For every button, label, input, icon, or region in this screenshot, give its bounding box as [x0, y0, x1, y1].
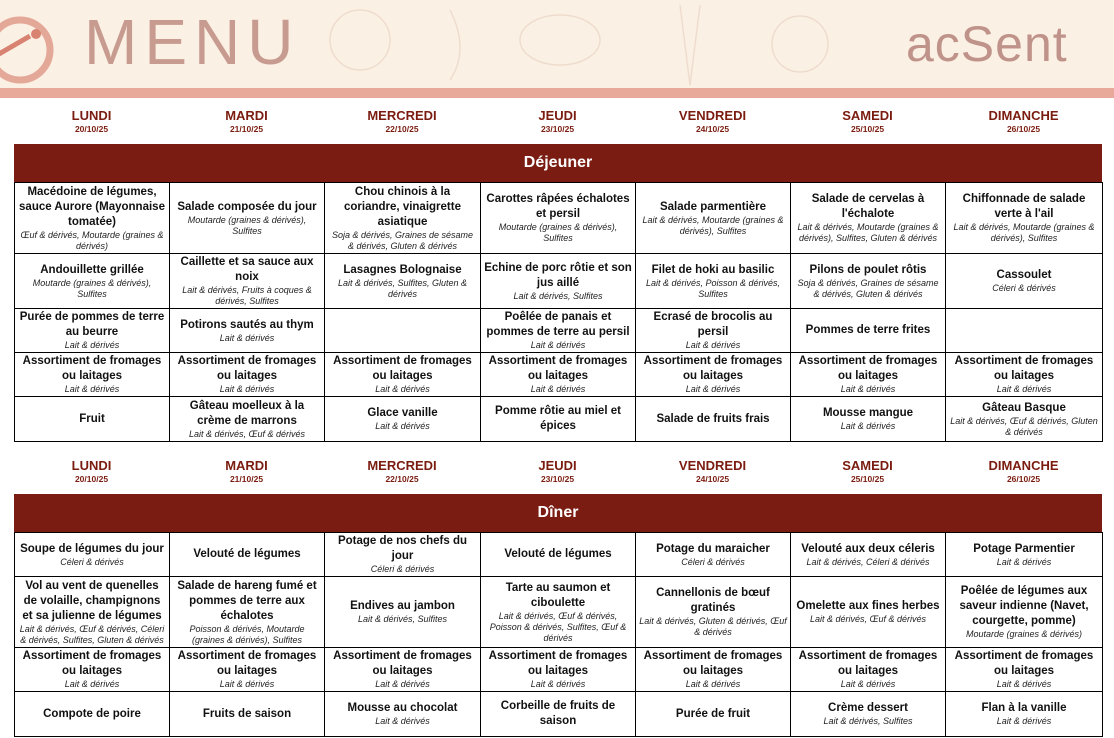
dish-name: Assortiment de fromages ou laitages: [333, 650, 472, 677]
dish-name: Assortiment de fromages ou laitages: [954, 650, 1094, 677]
day-name: MERCREDI: [367, 458, 437, 473]
menu-cell: [481, 254, 636, 309]
dish-name: Cannellonis de bœuf gratinés: [656, 587, 770, 614]
day-header: [324, 456, 480, 494]
allergens: Lait & dérivés: [685, 340, 741, 350]
menu-cell: [946, 577, 1103, 648]
dinner-day-headers: [14, 456, 1102, 494]
allergens: Moutarde (graines & dérivés): [965, 629, 1083, 639]
menu-cell: [170, 648, 325, 692]
dish-name: Tarte au saumon et ciboulette: [505, 581, 611, 609]
day-header: [169, 456, 324, 494]
table-row: [15, 183, 1103, 254]
menu-cell: [946, 183, 1103, 254]
dish-name: Poêlée de panais et pommes de terre au persil: [486, 311, 630, 338]
allergens: Lait & dérivés: [375, 384, 430, 394]
table-row: [15, 648, 1103, 692]
menu-cell: [791, 397, 946, 442]
dish-name: Assortiment de fromages ou laitages: [177, 650, 317, 677]
menu-cell: [636, 692, 791, 737]
day-header: [14, 456, 169, 494]
dish-name: Andouillette grillée: [40, 263, 144, 276]
allergens: Lait & dérivés: [219, 679, 275, 689]
allergens: Lait & dérivés: [996, 716, 1052, 726]
header-banner: [0, 0, 1114, 88]
allergens: Lait & dérivés: [840, 421, 896, 431]
table-row: [15, 353, 1103, 397]
dish-name: Filet de hoki au basilic: [651, 263, 775, 276]
allergens: Moutarde (graines & dérivés), Sulfites: [32, 277, 152, 299]
day-header: [14, 106, 169, 144]
menu-cell: [325, 353, 481, 397]
menu-cell: [636, 353, 791, 397]
menu-cell: [791, 254, 946, 309]
dinner-menu-table: [14, 532, 1103, 737]
allergens: Lait & dérivés: [685, 384, 741, 394]
dish-name: Poêlée de légumes aux saveur indienne (Navet, courgette, pomme): [959, 585, 1089, 627]
day-header: [790, 106, 945, 144]
allergens: Moutarde (graines & dérivés), Sulfites: [498, 222, 618, 243]
menu-cell: [325, 309, 481, 353]
allergens: Lait & dérivés: [375, 679, 430, 689]
menu-cell: [325, 533, 481, 577]
allergens: Lait & dérivés, Œuf & dérivés: [809, 614, 927, 624]
menu-cell: [481, 183, 636, 254]
dish-name: Chiffonnade de salade verte à l'ail: [962, 193, 1086, 220]
day-date: 23/10/25: [540, 124, 575, 134]
menu-cell: [325, 577, 481, 648]
menu-cell: [791, 533, 946, 577]
dish-name: Potage du maraicher: [656, 542, 770, 555]
day-header: [635, 456, 790, 494]
dish-name: Compote de poire: [43, 707, 141, 720]
menu-cell: [15, 397, 170, 442]
allergens: Céleri & dérivés: [681, 556, 745, 567]
dish-name: Mousse mangue: [822, 407, 914, 419]
dish-name: Assortiment de fromages ou laitages: [22, 355, 162, 382]
dish-name: Mousse au chocolat: [347, 702, 458, 714]
menu-cell: [481, 309, 636, 353]
dish-name: Chou chinois à la coriandre, vinaigrette asiatique: [344, 185, 461, 228]
allergens: Lait & dérivés, Moutarde (graines & dérivés), Sulfites: [953, 222, 1095, 243]
day-date: 26/10/25: [1006, 474, 1041, 484]
table-row: [15, 309, 1103, 353]
menu-cell: [791, 353, 946, 397]
day-name: JEUDI: [538, 458, 577, 473]
allergens: Moutarde (graines & dérivés), Sulfites: [187, 214, 307, 236]
dish-name: Fruit: [79, 412, 105, 425]
menu-cell: [15, 309, 170, 353]
menu-cell: [636, 183, 791, 254]
dish-name: Salade de hareng fumé et pommes de terre aux échalotes: [177, 579, 317, 622]
menu-cell: [946, 533, 1103, 577]
dish-name: Assortiment de fromages ou laitages: [798, 355, 938, 382]
dish-name: Salade parmentière: [659, 200, 767, 213]
dish-name: Macédoine de légumes, sauce Aurore (Mayonnaise tomatée): [19, 185, 165, 228]
day-date: 20/10/25: [74, 124, 109, 134]
menu-cell: [170, 353, 325, 397]
allergens: Soja & dérivés, Graines de sésame & dérivés, Gluten & dérivés: [331, 229, 474, 251]
allergens: Poisson & dérivés, Moutarde (graines & dérivés), Sulfites: [189, 623, 305, 645]
table-row: [15, 397, 1103, 442]
allergens: Lait & dérivés, Œuf & dérivés, Poisson & dérivés, Sulfites, Œuf & dérivés: [489, 610, 627, 643]
allergens: Lait & dérivés: [530, 384, 586, 394]
allergens: Œuf & dérivés, Moutarde (graines & dérivés): [20, 229, 164, 251]
allergens: Lait & dérivés: [996, 679, 1052, 689]
table-row: [15, 692, 1103, 737]
allergens: Soja & dérivés, Graines de sésame & dérivés, Gluten & dérivés: [797, 277, 939, 299]
day-header: [635, 106, 790, 144]
day-name: VENDREDI: [678, 108, 747, 123]
allergens: Lait & dérivés: [685, 679, 741, 689]
allergens: Lait & dérivés, Œuf & dérivés, Gluten & dérivés: [950, 415, 1098, 437]
menu-cell: [636, 309, 791, 353]
dish-name: Corbeille de fruits de saison: [500, 700, 616, 727]
dish-name: Assortiment de fromages ou laitages: [488, 355, 628, 382]
dish-name: Assortiment de fromages ou laitages: [954, 355, 1094, 382]
allergens: Céleri & dérivés: [60, 556, 124, 567]
dish-name: Salade de cervelas à l'échalote: [811, 193, 925, 220]
day-date: 24/10/25: [695, 474, 730, 484]
dish-name: Purée de pommes de terre au beurre: [19, 311, 165, 338]
lunch-section: [14, 106, 1102, 442]
menu-cell: [481, 648, 636, 692]
menu-cell: [15, 692, 170, 737]
dish-name: Assortiment de fromages ou laitages: [22, 650, 162, 677]
day-name: MARDI: [225, 458, 268, 473]
dish-name: Potage de nos chefs du jour: [337, 535, 468, 562]
dish-name: Carottes râpées échalotes et persil: [486, 193, 630, 220]
dish-name: Pilons de poulet rôtis: [809, 263, 927, 276]
day-name: SAMEDI: [842, 108, 893, 123]
dish-name: Fruits de saison: [202, 707, 292, 720]
allergens: Lait & dérivés, Poisson & dérivés, Sulfites: [645, 277, 781, 299]
menu-cell: [481, 577, 636, 648]
menu-cell: [170, 183, 325, 254]
menu-cell: [791, 309, 946, 353]
dish-name: Omelette aux fines herbes: [796, 600, 940, 612]
allergens: Lait & dérivés, Sulfites: [823, 716, 913, 726]
allergens: Lait & dérivés, Moutarde (graines & dérivés), Sulfites: [642, 214, 784, 236]
day-header: [169, 106, 324, 144]
allergens: Lait & dérivés: [375, 716, 430, 726]
allergens: Lait & dérivés, Œuf & dérivés: [188, 428, 306, 439]
allergens: Lait & dérivés: [64, 340, 120, 350]
menu-cell: [325, 648, 481, 692]
dish-name: Echine de porc rôtie et son jus aillé: [484, 261, 632, 289]
allergens: Céleri & dérivés: [992, 283, 1056, 293]
day-name: LUNDI: [71, 108, 112, 123]
lunch-day-headers: [14, 106, 1102, 144]
menu-cell: [791, 692, 946, 737]
dish-name: Glace vanille: [367, 407, 438, 419]
day-date: 20/10/25: [74, 474, 109, 484]
day-date: 25/10/25: [850, 124, 885, 134]
day-name: DIMANCHE: [988, 108, 1059, 123]
dish-name: Vol au vent de quenelles de volaille, champignons et sa julienne de légumes: [22, 579, 162, 622]
allergens: Lait & dérivés: [840, 679, 896, 689]
menu-cell: [15, 254, 170, 309]
lunch-meal-band: Déjeuner: [14, 144, 1102, 182]
dinner-section: [14, 456, 1102, 737]
allergens: Lait & dérivés: [996, 556, 1052, 567]
table-row: [15, 533, 1103, 577]
allergens: Céleri & dérivés: [370, 564, 435, 574]
menu-cell: [15, 533, 170, 577]
allergens: Lait & dérivés, Sulfites: [357, 614, 448, 624]
menu-cell: [15, 183, 170, 254]
allergens: Lait & dérivés, Œuf & dérivés, Céleri & dérivés, Sulfites, Gluten & dérivés: [19, 623, 165, 645]
menu-cell: [325, 183, 481, 254]
day-date: 21/10/25: [229, 474, 264, 484]
allergens: Lait & dérivés, Céleri & dérivés: [806, 556, 930, 567]
menu-cell: [481, 397, 636, 442]
dish-name: Gâteau Basque: [982, 401, 1066, 414]
day-date: 23/10/25: [540, 474, 575, 484]
day-header: [480, 456, 635, 494]
menu-cell: [170, 397, 325, 442]
menu-cell: [946, 309, 1103, 353]
dish-name: Gâteau moelleux à la crème de marrons: [189, 399, 305, 427]
allergens: Lait & dérivés: [530, 679, 586, 689]
menu-cell: [946, 692, 1103, 737]
menu-cell: [946, 353, 1103, 397]
dish-name: Soupe de légumes du jour: [20, 542, 164, 555]
menu-cell: [791, 183, 946, 254]
dish-name: Pomme rôtie au miel et épices: [495, 405, 621, 432]
dish-name: Potirons sautés au thym: [180, 318, 314, 331]
day-header: [480, 106, 635, 144]
dish-name: Assortiment de fromages ou laitages: [643, 355, 783, 382]
menu-cell: [15, 577, 170, 648]
day-date: 26/10/25: [1006, 124, 1041, 134]
allergens: Lait & dérivés: [219, 384, 275, 394]
allergens: Lait & dérivés: [375, 421, 430, 431]
menu-cell: [946, 254, 1103, 309]
menu-cell: [325, 397, 481, 442]
dish-name: Velouté de légumes: [504, 548, 612, 560]
allergens: Lait & dérivés: [219, 332, 275, 343]
header-stripe: [0, 88, 1114, 98]
dish-name: Flan à la vanille: [981, 702, 1067, 714]
day-name: MARDI: [225, 108, 268, 123]
day-header: [945, 106, 1102, 144]
day-date: 22/10/25: [385, 474, 419, 484]
menu-cell: [791, 577, 946, 648]
dish-name: Crème dessert: [828, 702, 908, 714]
menu-cell: [481, 692, 636, 737]
day-name: LUNDI: [71, 458, 112, 473]
day-header: [945, 456, 1102, 494]
menu-cell: [481, 533, 636, 577]
dish-name: Pommes de terre frites: [805, 324, 931, 336]
menu-cell: [481, 353, 636, 397]
day-date: 21/10/25: [229, 124, 264, 134]
day-header: [324, 106, 480, 144]
table-row: [15, 577, 1103, 648]
menu-cell: [791, 648, 946, 692]
dish-name: Assortiment de fromages ou laitages: [177, 355, 317, 382]
dish-name: Assortiment de fromages ou laitages: [488, 650, 628, 677]
logo-swirl-icon: [0, 6, 70, 86]
day-date: 22/10/25: [385, 124, 419, 134]
menu-cell: [15, 648, 170, 692]
menu-cell: [170, 533, 325, 577]
menu-cell: [325, 254, 481, 309]
menu-cell: [170, 577, 325, 648]
day-name: MERCREDI: [367, 108, 437, 123]
day-name: SAMEDI: [842, 458, 893, 473]
allergens: Lait & dérivés: [64, 679, 120, 689]
dish-name: Salade de fruits frais: [656, 412, 770, 425]
day-date: 24/10/25: [695, 124, 730, 134]
day-name: DIMANCHE: [988, 458, 1059, 473]
brand-logo: acSent: [906, 16, 1068, 72]
dish-name: Assortiment de fromages ou laitages: [333, 355, 472, 382]
food-illustration-icon: [300, 0, 900, 88]
day-name: VENDREDI: [678, 458, 747, 473]
allergens: Lait & dérivés, Sulfites: [513, 290, 603, 301]
allergens: Lait & dérivés, Sulfites, Gluten & dérivés: [337, 277, 468, 299]
dinner-meal-band: Dîner: [14, 494, 1102, 532]
page-title: MENU: [84, 6, 301, 78]
allergens: Lait & dérivés, Fruits à coques & dérivés, Sulfites: [182, 285, 312, 306]
dish-name: Velouté aux deux céleris: [801, 542, 935, 555]
menu-cell: [325, 692, 481, 737]
dish-name: Endives au jambon: [350, 600, 455, 612]
allergens: Lait & dérivés: [996, 384, 1052, 394]
dish-name: Potage Parmentier: [973, 542, 1075, 555]
menu-cell: [170, 309, 325, 353]
dish-name: Cassoulet: [996, 269, 1052, 281]
menu-cell: [636, 254, 791, 309]
table-row: [15, 254, 1103, 309]
menu-cell: [170, 692, 325, 737]
menu-cell: [636, 533, 791, 577]
dish-name: Purée de fruit: [675, 707, 751, 720]
dish-name: Caillette et sa sauce aux noix: [180, 256, 314, 283]
dish-name: Assortiment de fromages ou laitages: [798, 650, 938, 677]
allergens: Lait & dérivés, Moutarde (graines & dérivés), Sulfites, Gluten & dérivés: [797, 222, 939, 243]
menu-cell: [170, 254, 325, 309]
menu-cell: [636, 648, 791, 692]
menu-cell: [946, 648, 1103, 692]
day-header: [790, 456, 945, 494]
menu-cell: [636, 397, 791, 442]
dish-name: Assortiment de fromages ou laitages: [643, 650, 783, 677]
dish-name: Salade composée du jour: [177, 200, 317, 213]
day-date: 25/10/25: [850, 474, 885, 484]
allergens: Lait & dérivés, Gluten & dérivés, Œuf & dérivés: [639, 616, 787, 637]
dish-name: Ecrasé de brocolis au persil: [653, 311, 773, 338]
day-name: JEUDI: [538, 108, 577, 123]
allergens: Lait & dérivés: [840, 384, 896, 394]
menu-cell: [946, 397, 1103, 442]
lunch-menu-table: [14, 182, 1103, 442]
allergens: Lait & dérivés: [530, 340, 586, 350]
allergens: Lait & dérivés: [64, 384, 120, 394]
dish-name: Velouté de légumes: [193, 548, 301, 560]
menu-cell: [15, 353, 170, 397]
dish-name: Lasagnes Bolognaise: [343, 263, 462, 276]
menu-cell: [636, 577, 791, 648]
